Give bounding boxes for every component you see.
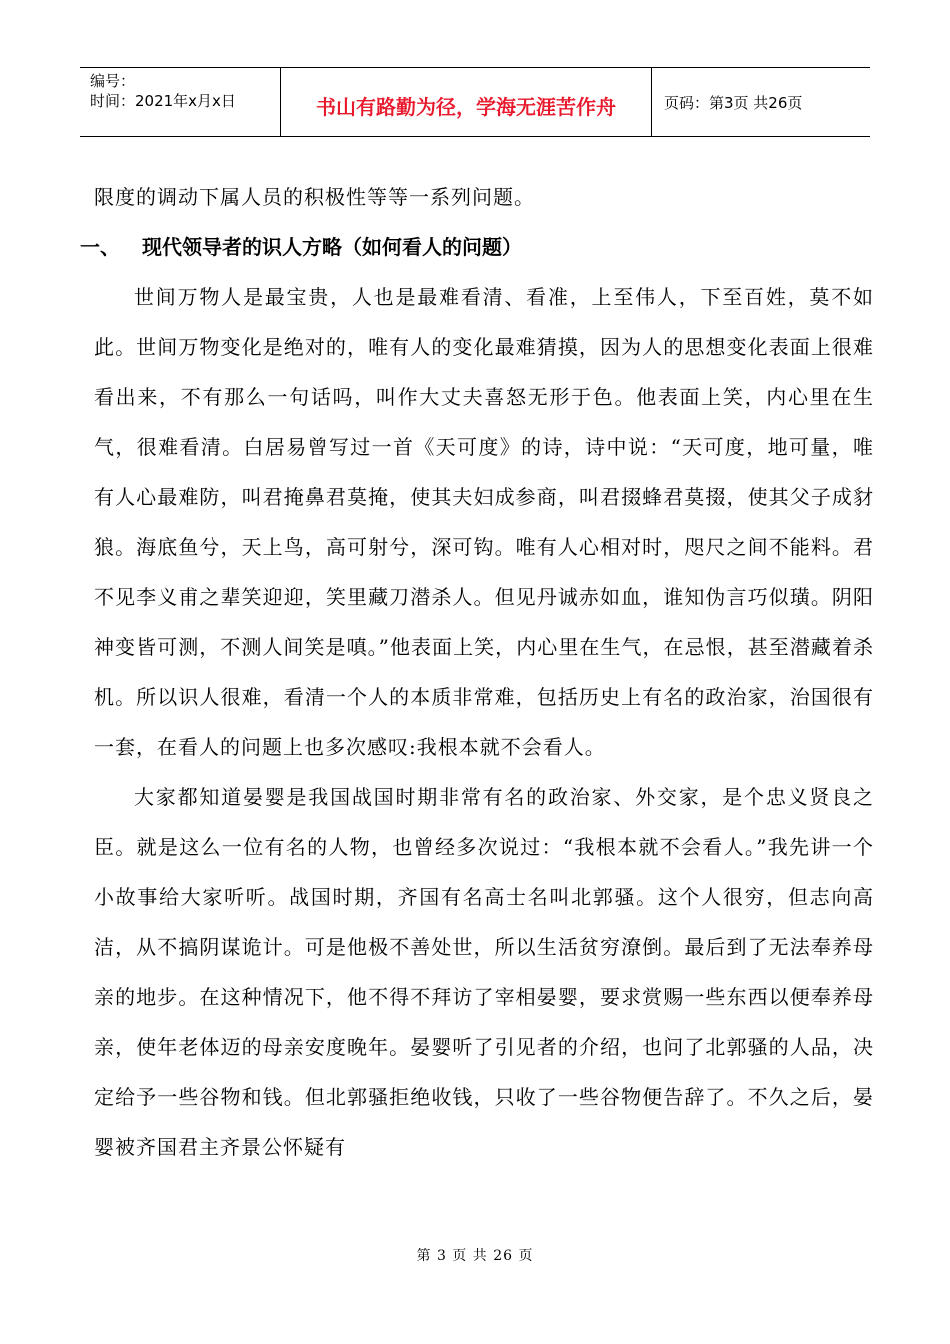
- document-time-label: 时间：2021年x月x日: [90, 92, 236, 110]
- paragraph-2: 大家都知道晏婴是我国战国时期非常有名的政治家、外交家，是个忠义贤良之臣。就是这么一位有名的人物，也曾经多次说过：“我根本就不会看人。”我先讲一个小故事给大家听听。战国时期，齐国有名高士名叫北郭骚。这个人很穷，但志向高洁，从不搞阴谋诡计。可是他极不善处世，所以生活贫穷潦倒。最后到了无法奉养母亲的地步。在这种情况下，他不得不拜访了宰相晏婴，要求赏赐一些东西以便奉养母亲，使年老体迈的母亲安度晚年。晏婴听了引见者的介绍，也问了北郭骚的人品，决定给予一些谷物和钱。但北郭骚拒绝收钱，只收了一些谷物便告辞了。不久之后，晏婴被齐国君主齐景公怀疑有: [94, 785, 874, 1159]
- page-footer: 第 3 页 共 26 页: [416, 1248, 534, 1264]
- header-motto: 书山有路勤为径，学海无涯苦作舟: [280, 68, 652, 136]
- page-header: [80, 67, 870, 137]
- header-page-info: 页码：第3页 共26页: [664, 93, 803, 112]
- section-heading-text: 现代领导者的识人方略（如何看人的问题）: [142, 235, 522, 259]
- section-heading: [80, 222, 860, 272]
- header-meta: [80, 68, 280, 136]
- document-body: [80, 172, 874, 1172]
- intro-line: 限度的调动下属人员的积极性等等一系列问题。: [94, 185, 535, 209]
- paragraph-1: 世间万物人是最宝贵，人也是最难看清、看准，上至伟人，下至百姓，莫不如此。世间万物变化是绝对的，唯有人的变化最难猜摸，因为人的思想变化表面上很难看出来，不有那么一句话吗，叫作大丈夫喜怒无形于色。他表面上笑，内心里在生气，很难看清。白居易曾写过一首《天可度》的诗，诗中说：“天可度，地可量，唯有人心最难防，叫君掩鼻君莫掩，使其夫妇成参商，叫君掇蜂君莫掇，使其父子成豺狼。海底鱼兮，天上鸟，高可射兮，深可钩。唯有人心相对时，咫尺之间不能料。君不见李义甫之辈笑迎迎，笑里藏刀潜杀人。但见丹诚赤如血，谁知伪言巧似璜。阴阳神变皆可测，不测人间笑是嗔。”他表面上笑，内心里在生气，在忌恨，甚至潜藏着杀机。所以识人很难，看清一个人的本质非常难，包括历史上有名的政治家，治国很有一套，在看人的问题上也多次感叹:我根本就不会看人。: [94, 285, 874, 759]
- document-number-label: 编号：: [90, 72, 136, 90]
- section-heading-number: 一、: [80, 235, 120, 259]
